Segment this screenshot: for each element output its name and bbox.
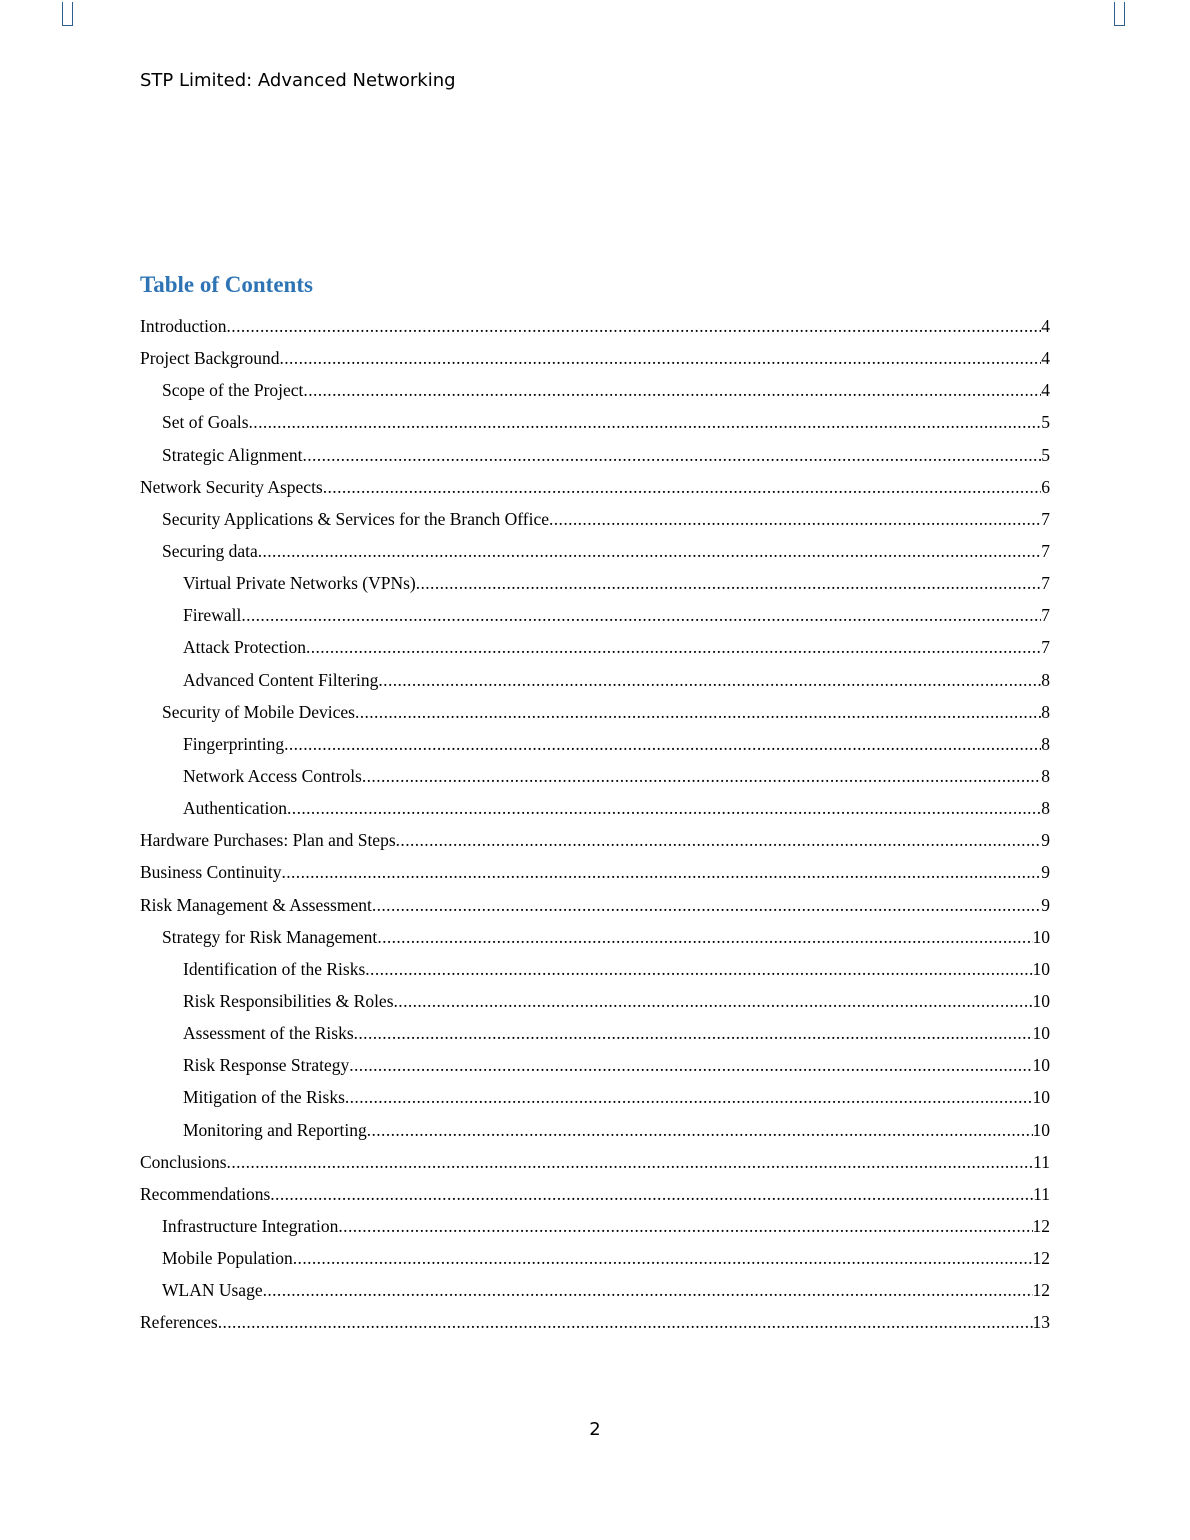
toc-entry[interactable]: [140, 892, 1050, 924]
toc-entry[interactable]: [140, 409, 1050, 441]
toc-entry-page: 10: [1032, 958, 1050, 979]
toc-entry-page: 8: [1041, 798, 1050, 819]
toc-entry-page: 11: [1033, 1183, 1050, 1204]
toc-dot-leader: [270, 1181, 1033, 1207]
header-title: STP Limited: Advanced Networking: [140, 70, 456, 91]
toc-entry[interactable]: [140, 827, 1050, 859]
toc-entry-page: 4: [1041, 348, 1050, 369]
toc-dot-leader: [362, 763, 1041, 789]
toc-entry-title: Risk Responsibilities & Roles: [183, 990, 394, 1011]
toc-entry[interactable]: [140, 731, 1050, 763]
toc-entry[interactable]: [140, 956, 1050, 988]
toc-entry-page: 12: [1032, 1215, 1050, 1236]
toc-dot-leader: [227, 1149, 1034, 1175]
toc-entry-title: Strategy for Risk Management: [162, 926, 378, 947]
toc-heading: Table of Contents: [140, 272, 313, 297]
toc-dot-leader: [303, 377, 1041, 403]
toc-entry[interactable]: [140, 1117, 1050, 1149]
toc-entry-title: Advanced Content Filtering: [183, 669, 379, 690]
toc-entry[interactable]: [140, 570, 1050, 602]
toc-entry-title: Assessment of the Risks: [183, 1023, 354, 1044]
toc-entry-page: 5: [1041, 412, 1050, 433]
toc-entry-page: 7: [1041, 573, 1050, 594]
toc-entry-title: Security of Mobile Devices: [162, 701, 355, 722]
toc-entry-page: 10: [1032, 1087, 1050, 1108]
toc-entry[interactable]: [140, 795, 1050, 827]
toc-entry-page: 11: [1033, 1151, 1050, 1172]
toc-entry-page: 9: [1041, 894, 1050, 915]
toc-entry-page: 13: [1032, 1312, 1050, 1333]
toc-entry[interactable]: [140, 538, 1050, 570]
toc-entry[interactable]: [140, 1277, 1050, 1309]
toc-entry[interactable]: [140, 1084, 1050, 1116]
toc-dot-leader: [396, 827, 1042, 853]
toc-dot-leader: [416, 570, 1042, 596]
toc-entry-page: 4: [1041, 380, 1050, 401]
toc-entry-title: Identification of the Risks: [183, 958, 366, 979]
toc-entry-title: Infrastructure Integration: [162, 1215, 339, 1236]
toc-entry-page: 10: [1032, 1055, 1050, 1076]
toc-dot-leader: [345, 1084, 1033, 1110]
toc-entry[interactable]: [140, 1213, 1050, 1245]
toc-dot-leader: [279, 345, 1041, 371]
toc-entry-title: Network Security Aspects: [140, 476, 323, 497]
toc-dot-leader: [284, 731, 1041, 757]
table-of-contents: [140, 313, 1050, 1342]
toc-entry-title: Monitoring and Reporting: [183, 1119, 367, 1140]
toc-entry-title: Mitigation of the Risks: [183, 1087, 345, 1108]
toc-entry[interactable]: [140, 1149, 1050, 1181]
toc-entry-page: 6: [1041, 476, 1050, 497]
toc-dot-leader: [365, 956, 1032, 982]
toc-entry-title: Recommendations: [140, 1183, 271, 1204]
toc-entry-title: Firewall: [183, 605, 242, 626]
toc-entry-page: 10: [1032, 926, 1050, 947]
toc-dot-leader: [258, 538, 1042, 564]
toc-entry[interactable]: [140, 442, 1050, 474]
toc-dot-leader: [302, 442, 1041, 468]
toc-dot-leader: [323, 474, 1042, 500]
toc-entry-page: 8: [1041, 733, 1050, 754]
toc-dot-leader: [549, 506, 1041, 532]
toc-dot-leader: [338, 1213, 1032, 1239]
toc-dot-leader: [355, 699, 1041, 725]
toc-entry-page: 9: [1041, 830, 1050, 851]
toc-entry-page: 10: [1032, 1119, 1050, 1140]
toc-dot-leader: [378, 667, 1041, 693]
toc-dot-leader: [287, 795, 1041, 821]
toc-dot-leader: [306, 634, 1041, 660]
toc-entry[interactable]: [140, 634, 1050, 666]
toc-entry-title: WLAN Usage: [162, 1280, 263, 1301]
toc-entry-page: 7: [1041, 540, 1050, 561]
toc-entry-title: References: [140, 1312, 218, 1333]
toc-entry[interactable]: [140, 1181, 1050, 1213]
toc-entry-title: Conclusions: [140, 1151, 227, 1172]
toc-entry-page: 5: [1041, 444, 1050, 465]
toc-dot-leader: [372, 892, 1041, 918]
toc-entry-page: 8: [1041, 765, 1050, 786]
toc-dot-leader: [349, 1052, 1032, 1078]
toc-dot-leader: [218, 1309, 1033, 1335]
toc-entry-page: 12: [1032, 1280, 1050, 1301]
toc-entry-title: Fingerprinting: [183, 733, 285, 754]
toc-entry-page: 8: [1041, 669, 1050, 690]
toc-entry-title: Risk Management & Assessment: [140, 894, 372, 915]
toc-dot-leader: [249, 409, 1042, 435]
toc-entry-page: 7: [1041, 605, 1050, 626]
toc-entry-title: Securing data: [162, 540, 258, 561]
toc-entry-page: 12: [1032, 1248, 1050, 1269]
toc-entry-page: 8: [1041, 701, 1050, 722]
toc-entry-title: Attack Protection: [183, 637, 306, 658]
toc-entry-page: 4: [1041, 316, 1050, 336]
page-number: 2: [589, 1419, 601, 1440]
toc-entry[interactable]: [140, 345, 1050, 377]
toc-entry-title: Project Background: [140, 348, 280, 369]
toc-entry-title: Virtual Private Networks (VPNs): [183, 573, 416, 594]
toc-entry-title: Set of Goals: [162, 412, 249, 433]
toc-entry[interactable]: [140, 506, 1050, 538]
toc-entry[interactable]: [140, 602, 1050, 634]
toc-entry-title: Mobile Population: [162, 1248, 293, 1269]
toc-entry[interactable]: [140, 474, 1050, 506]
toc-dot-leader: [263, 1277, 1033, 1303]
toc-entry[interactable]: [140, 313, 1050, 345]
toc-entry[interactable]: [140, 377, 1050, 409]
toc-dot-leader: [241, 602, 1041, 628]
toc-entry[interactable]: [140, 763, 1050, 795]
toc-entry-title: Risk Response Strategy: [183, 1055, 350, 1076]
toc-entry[interactable]: [140, 1245, 1050, 1277]
toc-entry-page: 7: [1041, 508, 1050, 529]
toc-entry-title: Network Access Controls: [183, 765, 362, 786]
toc-dot-leader: [227, 313, 1042, 339]
toc-entry[interactable]: [140, 1309, 1050, 1341]
toc-entry-page: 9: [1041, 862, 1050, 883]
toc-entry[interactable]: [140, 667, 1050, 699]
toc-entry[interactable]: [140, 1052, 1050, 1084]
toc-entry[interactable]: [140, 988, 1050, 1020]
toc-entry-title: Business Continuity: [140, 862, 282, 883]
toc-dot-leader: [281, 859, 1041, 885]
toc-entry-title: Introduction: [140, 316, 227, 336]
toc-dot-leader: [394, 988, 1033, 1014]
toc-dot-leader: [293, 1245, 1033, 1271]
toc-entry-page: 7: [1041, 637, 1050, 658]
toc-entry-title: Strategic Alignment: [162, 444, 303, 465]
toc-entry-title: Authentication: [183, 798, 288, 819]
crop-mark-left: [62, 2, 73, 26]
toc-entry[interactable]: [140, 924, 1050, 956]
toc-entry-title: Security Applications & Services for the Branch Office: [162, 508, 549, 529]
toc-dot-leader: [377, 924, 1032, 950]
toc-entry-title: Scope of the Project: [162, 380, 304, 401]
toc-entry-title: Hardware Purchases: Plan and Steps: [140, 830, 396, 851]
toc-dot-leader: [354, 1020, 1033, 1046]
toc-dot-leader: [367, 1117, 1033, 1143]
toc-entry[interactable]: [140, 1020, 1050, 1052]
toc-entry[interactable]: [140, 699, 1050, 731]
toc-entry[interactable]: [140, 859, 1050, 891]
crop-mark-right: [1114, 2, 1125, 26]
toc-entry-page: 10: [1032, 1023, 1050, 1044]
toc-entry-page: 10: [1032, 990, 1050, 1011]
